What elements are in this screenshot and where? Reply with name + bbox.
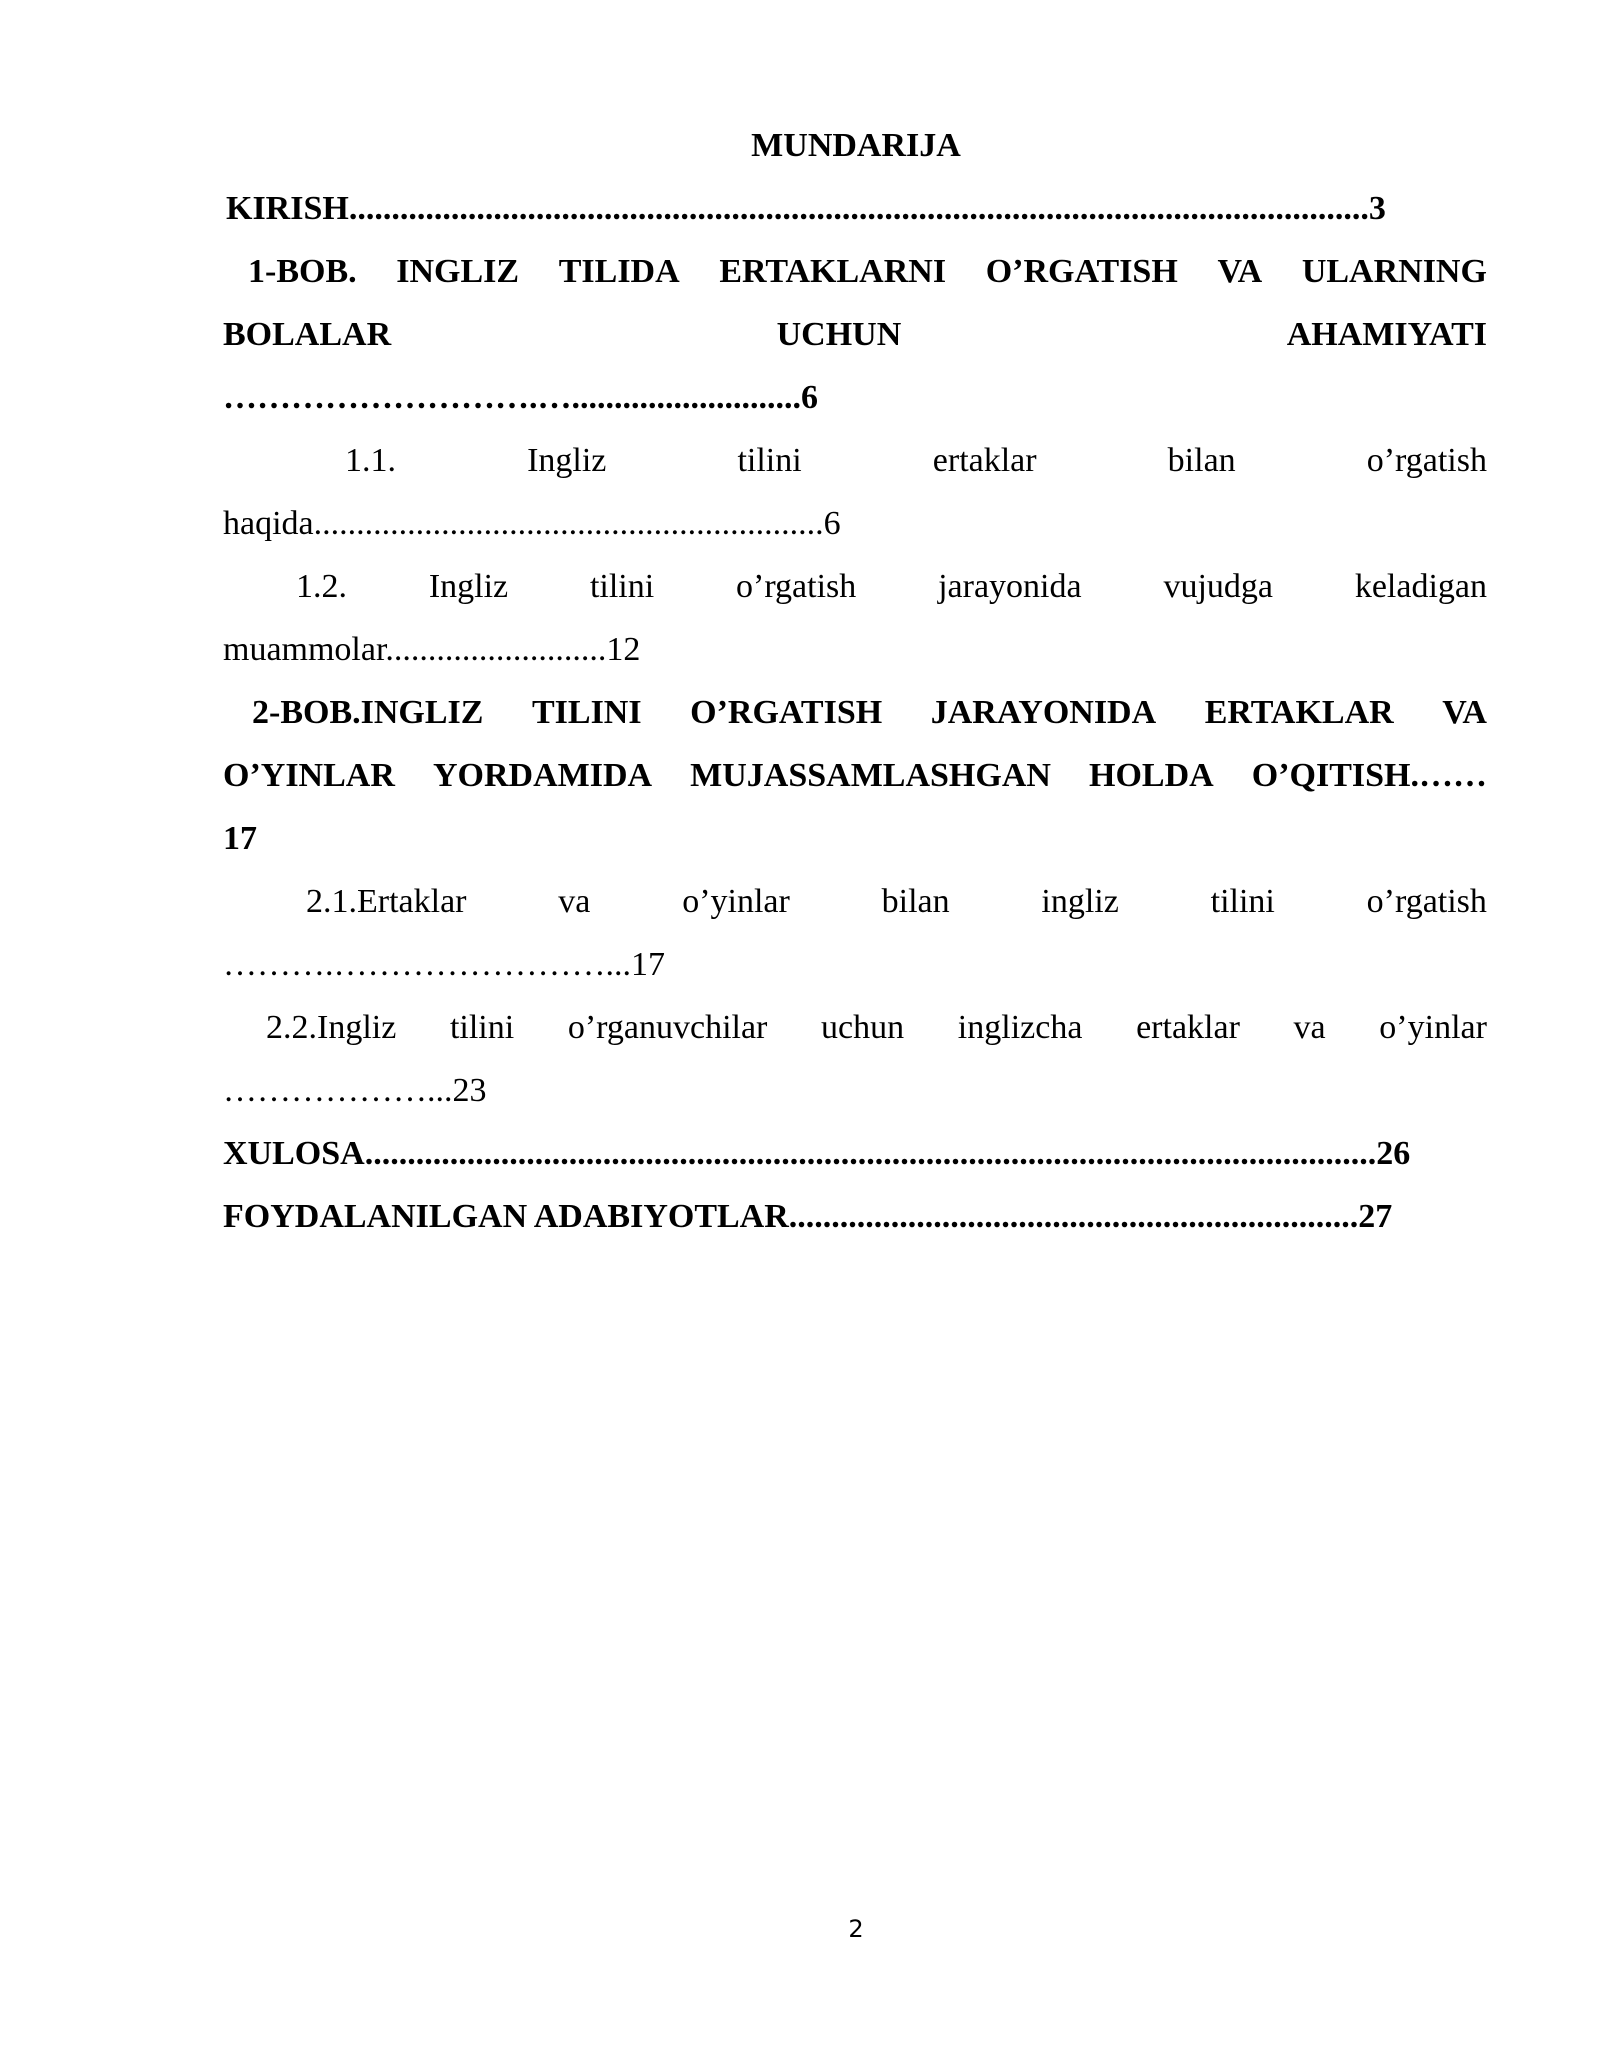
toc-entry-foydalanilgan-adabiyotlar: FOYDALANILGAN ADABIYOTLAR...................................................................27 bbox=[223, 1198, 1393, 1235]
toc-entry-kirish: KIRISH........................................................................................................................3 bbox=[226, 190, 1386, 227]
toc-entry-1-2-line1 bbox=[296, 567, 1487, 607]
toc-entry-2-1-line1 bbox=[306, 882, 1487, 922]
toc-word: AHAMIYATI bbox=[1286, 316, 1487, 353]
toc-word: tilini bbox=[589, 568, 655, 605]
toc-word: ULARNING bbox=[1301, 253, 1487, 290]
toc-word: TILINI bbox=[531, 694, 642, 731]
toc-entry-bob2-page: 17 bbox=[223, 820, 257, 857]
toc-word: tilini bbox=[737, 442, 802, 479]
toc-word: bilan bbox=[1167, 442, 1236, 479]
toc-word: JARAYONIDA bbox=[930, 694, 1157, 731]
page-number: 2 bbox=[848, 1915, 864, 1943]
toc-word: o’rgatish bbox=[1366, 442, 1487, 479]
toc-entry-1-2-page: muammolar..........................12 bbox=[223, 631, 641, 668]
toc-entry-1-1-page: haqida............................................................6 bbox=[223, 505, 841, 542]
toc-word: O’YINLAR bbox=[223, 757, 395, 794]
toc-entry-bob1-line2 bbox=[223, 315, 1487, 355]
toc-word: 2.1.Ertaklar bbox=[306, 883, 467, 920]
toc-word: O’RGATISH bbox=[985, 253, 1178, 290]
toc-word: vujudga bbox=[1163, 568, 1273, 605]
toc-entry-bob1-line1 bbox=[248, 252, 1487, 292]
toc-word: jarayonida bbox=[938, 568, 1082, 605]
toc-word: TILIDA bbox=[558, 253, 680, 290]
toc-word: o’rgatish bbox=[1366, 883, 1487, 920]
toc-word: INGLIZ bbox=[396, 253, 520, 290]
toc-entry-bob2-line1 bbox=[252, 693, 1487, 733]
toc-word: Ingliz bbox=[527, 442, 607, 479]
toc-entry-2-1-page: ……….……………………...17 bbox=[223, 946, 665, 983]
toc-word: o’yinlar bbox=[1379, 1009, 1487, 1046]
toc-word: ertaklar bbox=[1136, 1009, 1240, 1046]
toc-word: uchun bbox=[821, 1009, 905, 1046]
toc-word: keladigan bbox=[1354, 568, 1487, 605]
toc-entry-1-1-line1 bbox=[345, 441, 1487, 481]
toc-word: bilan bbox=[881, 883, 950, 920]
toc-word: tilini bbox=[1210, 883, 1275, 920]
toc-word: YORDAMIDA bbox=[432, 757, 653, 794]
toc-word: Ingliz bbox=[428, 568, 509, 605]
toc-word: 2.2.Ingliz bbox=[266, 1009, 397, 1046]
toc-word: VA bbox=[1217, 253, 1263, 290]
toc-word: va bbox=[1293, 1009, 1326, 1046]
toc-entry-bob2-line2 bbox=[223, 756, 1487, 796]
toc-word: HOLDA bbox=[1089, 757, 1214, 794]
toc-word: 1-BOB. bbox=[248, 253, 357, 290]
toc-entry-2-2-line1 bbox=[266, 1008, 1487, 1048]
toc-word: tilini bbox=[449, 1009, 515, 1046]
toc-word: o’rgatish bbox=[736, 568, 857, 605]
toc-word: O’RGATISH bbox=[690, 694, 883, 731]
toc-word: o’yinlar bbox=[682, 883, 790, 920]
toc-word: VA bbox=[1442, 694, 1487, 731]
toc-word: ERTAKLARNI bbox=[719, 253, 947, 290]
toc-word: MUJASSAMLASHGAN bbox=[690, 757, 1051, 794]
toc-word: O’QITISH.…… bbox=[1251, 757, 1487, 794]
toc-title: MUNDARIJA bbox=[751, 127, 961, 164]
toc-entry-2-2-page: ………………...23 bbox=[223, 1072, 487, 1109]
toc-entry-xulosa: XULOSA.......................................................................................................................26 bbox=[223, 1135, 1411, 1172]
toc-entry-bob1-page: ……………………….…...........................6 bbox=[223, 379, 818, 416]
toc-word: o’rganuvchilar bbox=[567, 1009, 768, 1046]
toc-word: ingliz bbox=[1041, 883, 1119, 920]
toc-word: va bbox=[558, 883, 591, 920]
toc-word: 1.2. bbox=[296, 568, 347, 605]
toc-word: inglizcha bbox=[957, 1009, 1083, 1046]
toc-word: 1.1. bbox=[345, 442, 396, 479]
toc-word: ertaklar bbox=[932, 442, 1037, 479]
toc-word: BOLALAR bbox=[223, 316, 392, 353]
toc-word: 2-BOB.INGLIZ bbox=[252, 694, 484, 731]
toc-word: UCHUN bbox=[776, 316, 902, 353]
toc-word: ERTAKLAR bbox=[1204, 694, 1394, 731]
